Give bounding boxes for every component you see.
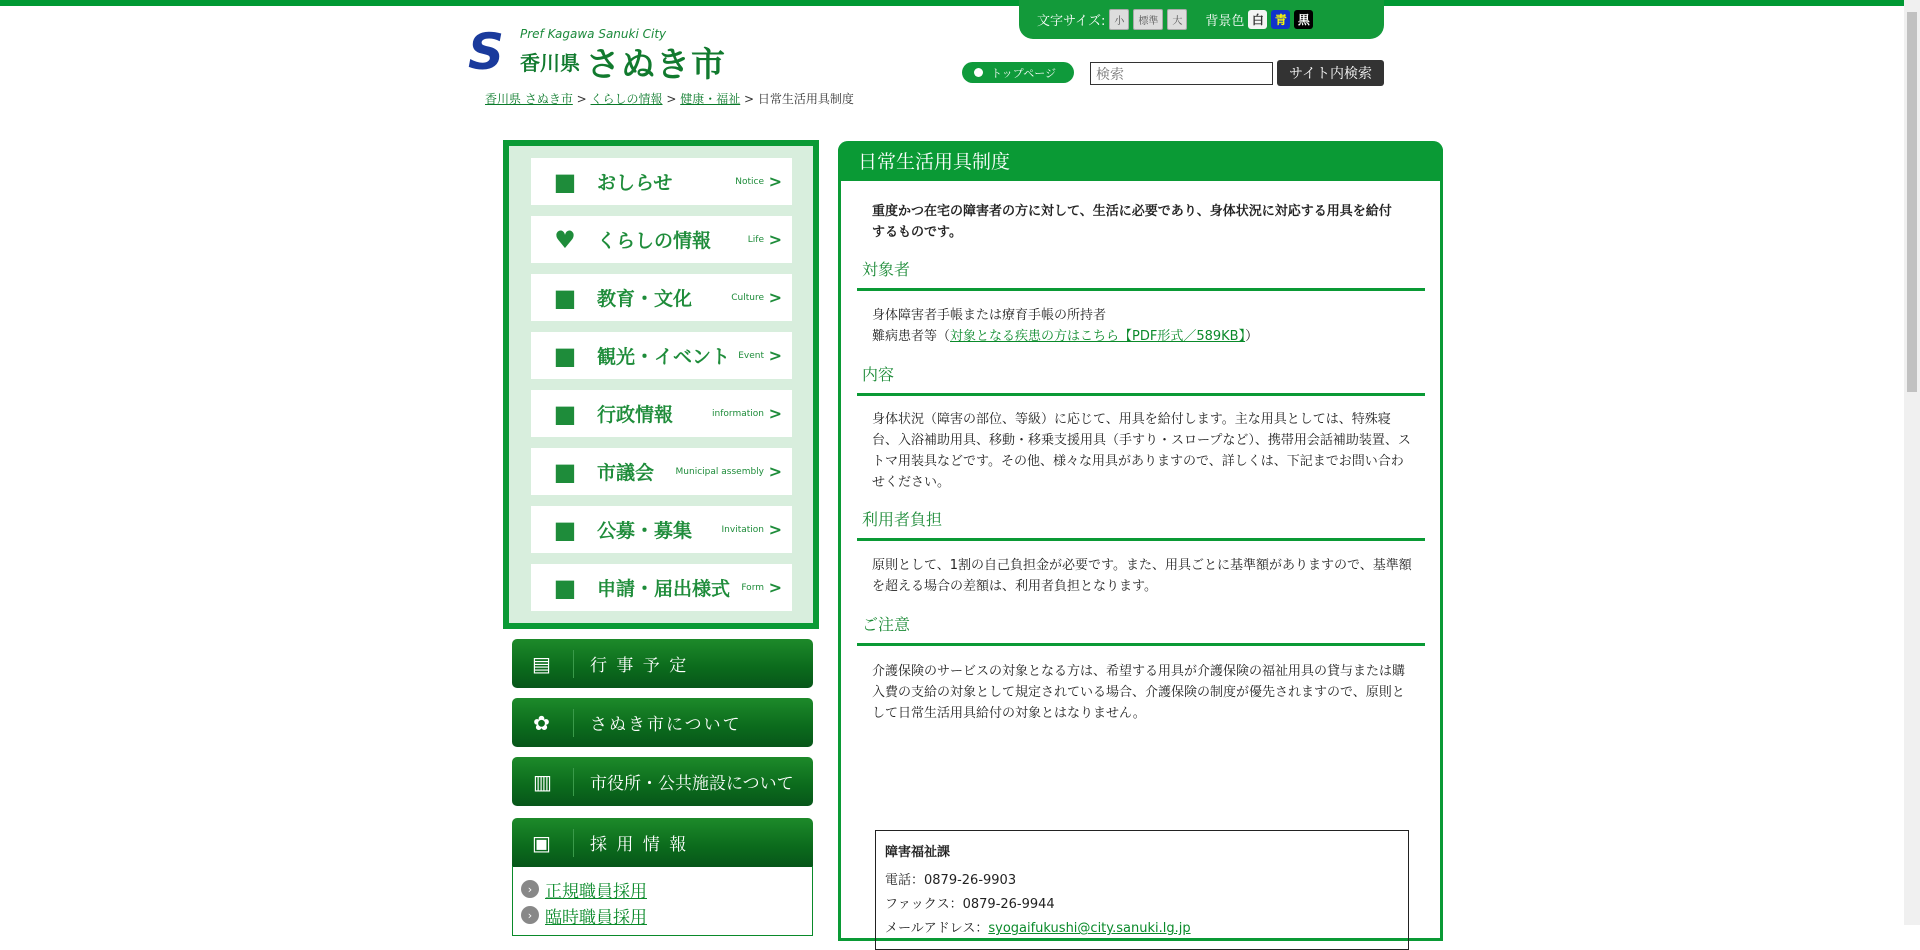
- chevron-right-icon: >: [768, 462, 782, 481]
- nav-item-municipal-assembly[interactable]: [531, 448, 792, 495]
- contact-email-link[interactable]: syogaifukushi@city.sanuki.lg.jp: [988, 921, 1191, 936]
- chevron-right-icon: >: [768, 288, 782, 307]
- nav-label: くらしの情報: [597, 230, 712, 252]
- search-input[interactable]: [1090, 62, 1273, 85]
- nav-label: 申請・届出様式: [597, 578, 731, 600]
- nav-label-en: Life: [747, 234, 764, 245]
- logo-en: Pref Kagawa Sanuki City: [520, 27, 667, 41]
- scrollbar[interactable]: [1904, 0, 1920, 925]
- button-label: 採 用 情 報: [590, 835, 689, 855]
- logo-city: さぬき市: [586, 45, 726, 85]
- heart-icon: ♥: [554, 225, 576, 254]
- nav-label: おしらせ: [597, 172, 673, 194]
- nav-label-en: Form: [741, 582, 764, 593]
- text: 難病患者等（: [872, 329, 951, 344]
- logo-pref: 香川県: [520, 51, 580, 75]
- font-size-large-button[interactable]: 大: [1167, 9, 1187, 30]
- section-heading: 利用者負担: [857, 507, 1425, 541]
- nav-item-event[interactable]: [531, 332, 792, 379]
- breadcrumb-home[interactable]: 香川県 さぬき市: [485, 92, 573, 106]
- nav-label: 教育・文化: [597, 288, 693, 310]
- top-accent-bar: [0, 0, 1904, 6]
- raise-hands-icon: ■: [553, 515, 577, 544]
- category-nav: [503, 140, 819, 629]
- page-title: 日常生活用具制度: [838, 141, 1443, 181]
- font-size-label: 文字サイズ:: [1037, 14, 1106, 29]
- nav-item-culture[interactable]: [531, 274, 792, 321]
- nav-label-en: Culture: [731, 292, 764, 303]
- site-search-button[interactable]: サイト内検索: [1277, 60, 1384, 86]
- contact-box: [875, 830, 1409, 950]
- nav-label-en: Municipal assembly: [675, 466, 764, 477]
- book-icon: ■: [553, 283, 577, 312]
- nav-label-en: Event: [738, 350, 764, 361]
- font-size-small-button[interactable]: 小: [1109, 9, 1129, 30]
- chevron-right-icon: >: [768, 520, 782, 539]
- contact-fax: ファックス：0879-26-9944: [885, 897, 1055, 912]
- font-size-standard-button[interactable]: 標準: [1133, 9, 1163, 30]
- contact-dept: 障害福祉課: [885, 845, 951, 860]
- nav-label-en: Notice: [735, 176, 764, 187]
- chat-icon: ■: [553, 399, 577, 428]
- recruitment-button[interactable]: [512, 818, 813, 867]
- text: ）: [1245, 329, 1259, 344]
- contact-tel: 電話：0879-26-9903: [885, 873, 1017, 888]
- about-city-button[interactable]: [512, 698, 813, 747]
- bg-black-button[interactable]: 黒: [1294, 10, 1313, 29]
- mail-label: メールアドレス：: [885, 921, 989, 936]
- nav-label-en: Invitation: [721, 524, 764, 535]
- nav-item-life[interactable]: [531, 216, 792, 263]
- events-schedule-button[interactable]: [512, 639, 813, 688]
- button-label: 市役所・公共施設について: [590, 774, 794, 794]
- megaphone-icon: ■: [553, 167, 577, 196]
- nav-label: 公募・募集: [597, 520, 693, 542]
- nav-item-invitation[interactable]: [531, 506, 792, 553]
- car-icon: ■: [553, 341, 577, 370]
- chevron-circle-icon: ›: [521, 880, 539, 898]
- section-text: 介護保険のサービスの対象となる方は、希望する用具が介護保険の福祉用具の貸与または購入費の支給の対象として規定されている場合、介護保険の制度が優先されますので、原則として日常生活用具給付の対象とはなりません。: [872, 664, 1406, 721]
- city-mark-icon: S: [468, 23, 505, 81]
- accessibility-controls: [1019, 0, 1384, 39]
- top-page-button[interactable]: [962, 62, 1074, 83]
- button-label: さぬき市について: [590, 715, 742, 735]
- facilities-button[interactable]: [512, 757, 813, 806]
- main-content: [838, 141, 1443, 941]
- section-heading: 対象者: [857, 257, 1425, 291]
- chevron-right-icon: >: [768, 404, 782, 423]
- nav-item-notice[interactable]: [531, 158, 792, 205]
- chevron-right-icon: >: [768, 172, 782, 191]
- chevron-right-icon: >: [768, 230, 782, 249]
- temporary-staff-link[interactable]: 臨時職員採用: [545, 907, 647, 928]
- bg-white-button[interactable]: 白: [1248, 10, 1267, 29]
- breadcrumb: 香川県 さぬき市 > くらしの情報 > 健康・福祉 > 日常生活用具制度: [485, 92, 854, 106]
- building-icon: ▥: [512, 768, 574, 796]
- section-heading: ご注意: [857, 612, 1425, 646]
- calendar-list-icon: ▤: [512, 650, 574, 678]
- disease-list-pdf-link[interactable]: 対象となる疾患の方はこちら【PDF形式／589KB】: [950, 329, 1246, 344]
- breadcrumb-current: 日常生活用具制度: [757, 92, 854, 106]
- top-page-label: トップページ: [991, 66, 1057, 80]
- nav-label: 観光・イベント: [597, 346, 731, 368]
- intro-text: 重度かつ在宅の障害者の方に対して、生活に必要であり、身体状況に対応する用具を給付するものです。: [872, 204, 1392, 240]
- breadcrumb-life[interactable]: くらしの情報: [590, 92, 663, 106]
- document-icon: ■: [553, 573, 577, 602]
- section-text: 原則として、1割の自己負担金が必要です。また、用具ごとに基準額がありますので、基準額を超える場合の差額は、利用者負担となります。: [872, 558, 1412, 594]
- breadcrumb-health[interactable]: 健康・福祉: [680, 92, 741, 106]
- nav-label: 行政情報: [597, 404, 674, 426]
- site-logo[interactable]: [468, 23, 738, 85]
- section-text: 身体状況（障害の部位、等級）に応じて、用具を給付します。主な用具としては、特殊寝台、入浴補助用具、移動・移乗支援用具（手すり・スロープなど）、携帯用会話補助装置、ストマ用装具などです。その他、様々な用具がありますので、詳しくは、下記までお問い合わせください。: [872, 412, 1411, 490]
- regular-staff-link[interactable]: 正規職員採用: [545, 881, 647, 902]
- people-icon: ■: [553, 457, 577, 486]
- tree-icon: ✿: [512, 709, 574, 737]
- nav-label: 市議会: [597, 462, 655, 484]
- nav-label-en: information: [712, 408, 764, 419]
- nav-item-information[interactable]: [531, 390, 792, 437]
- eligibility-line: 身体障害者手帳または療育手帳の所持者: [872, 308, 1107, 323]
- button-label: 行 事 予 定: [590, 656, 689, 676]
- section-heading: 内容: [857, 362, 1425, 396]
- nav-item-form[interactable]: [531, 564, 792, 611]
- chevron-circle-icon: ›: [521, 906, 539, 924]
- dot-icon: [974, 68, 983, 77]
- resume-icon: ▣: [512, 829, 574, 857]
- bg-color-label: 背景色: [1205, 14, 1245, 29]
- chevron-right-icon: >: [768, 346, 782, 365]
- recruitment-links: [512, 866, 813, 936]
- scrollbar-thumb[interactable]: [1907, 12, 1917, 392]
- chevron-right-icon: >: [768, 578, 782, 597]
- section-text: [872, 305, 1412, 347]
- bg-blue-button[interactable]: 青: [1271, 10, 1290, 29]
